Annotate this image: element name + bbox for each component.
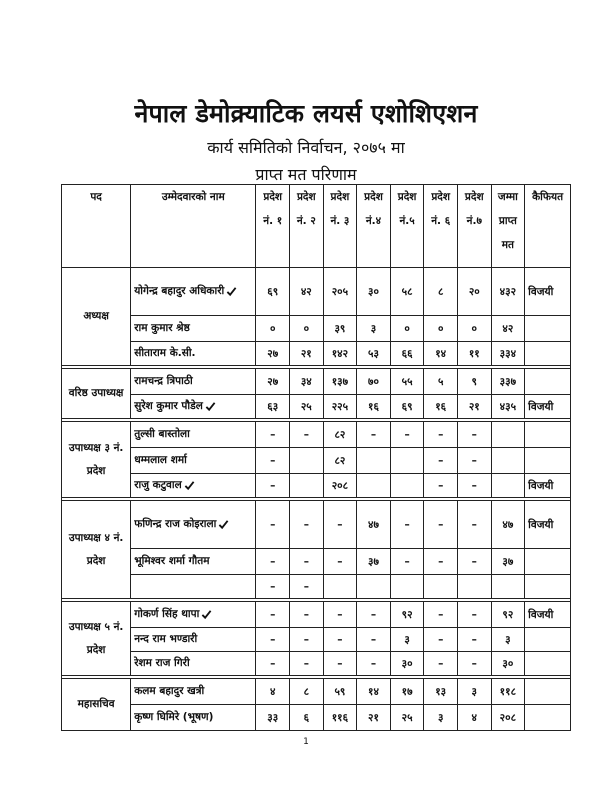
province-5-votes: २५ (390, 705, 424, 731)
page-number: 1 (303, 737, 309, 747)
table-row (62, 628, 571, 652)
province-2-votes: – (290, 501, 324, 549)
remark (525, 652, 571, 676)
check-mark-icon (201, 609, 212, 620)
remark (525, 369, 571, 395)
table-row (62, 549, 571, 575)
province-1-votes: – (256, 628, 290, 652)
total-votes: ९२ (491, 602, 525, 628)
province-4-votes: – (357, 652, 391, 676)
results-table (61, 184, 571, 731)
province-1-votes: – (256, 652, 290, 676)
province-3-votes: ११६ (323, 705, 357, 731)
remark (525, 628, 571, 652)
candidate-name: कृष्ण घिमिरे (भूषण) (134, 711, 214, 723)
province-7-votes: – (457, 501, 491, 549)
province-6-votes: – (424, 652, 458, 676)
header-total-votes: जम्मा प्राप्त मत (491, 185, 525, 268)
province-6-votes: ३ (424, 705, 458, 731)
header-province-7: प्रदेश नं.७ (457, 185, 491, 268)
province-1-votes: – (256, 448, 290, 474)
province-2-votes: २१ (290, 342, 324, 366)
province-6-votes: – (424, 474, 458, 498)
province-1-votes: – (256, 422, 290, 448)
province-5-votes: ६६ (390, 342, 424, 366)
post-cell: उपाध्यक्ष ५ नं. प्रदेश (62, 602, 131, 676)
document-subtitle-2: प्राप्त मत परिणाम (255, 165, 357, 184)
header-province-5: प्रदेश नं.५ (390, 185, 424, 268)
province-3-votes: – (323, 628, 357, 652)
table-row (62, 422, 571, 448)
province-7-votes: – (457, 549, 491, 575)
province-4-votes (357, 474, 391, 498)
candidate-name: रेशम राज गिरी (134, 657, 190, 669)
province-5-votes (390, 474, 424, 498)
province-2-votes: ८ (290, 679, 324, 705)
total-votes (491, 474, 525, 498)
province-5-votes: – (390, 549, 424, 575)
total-votes: ३३७ (491, 369, 525, 395)
province-7-votes: ० (457, 316, 491, 342)
province-2-votes: ४२ (290, 268, 324, 316)
candidate-name: गोकर्ण सिंह थापा (134, 608, 200, 620)
province-6-votes: १३ (424, 679, 458, 705)
province-6-votes: ८ (424, 268, 458, 316)
post-cell: उपाध्यक्ष ४ नं. प्रदेश (62, 501, 131, 599)
province-5-votes: ३ (390, 628, 424, 652)
province-4-votes: – (357, 422, 391, 448)
remark (525, 316, 571, 342)
province-7-votes: – (457, 448, 491, 474)
header-province-1: प्रदेश नं. १ (256, 185, 290, 268)
province-2-votes: – (290, 422, 324, 448)
province-7-votes: – (457, 422, 491, 448)
province-7-votes: २१ (457, 395, 491, 419)
candidate-name: राम कुमार श्रेष्ठ (134, 322, 190, 334)
province-2-votes: ६ (290, 705, 324, 731)
province-6-votes: १४ (424, 342, 458, 366)
province-6-votes: – (424, 602, 458, 628)
candidate-cell (131, 652, 256, 676)
province-6-votes: १६ (424, 395, 458, 419)
province-3-votes: २२५ (323, 395, 357, 419)
province-4-votes: १४ (357, 679, 391, 705)
candidate-name: योगेन्द्र बहादुर अधिकारी (134, 285, 225, 297)
total-votes: ४२ (491, 316, 525, 342)
candidate-cell (131, 705, 256, 731)
province-5-votes: ५८ (390, 268, 424, 316)
candidate-cell (131, 602, 256, 628)
header-province-6: प्रदेश नं. ६ (424, 185, 458, 268)
table-row (62, 705, 571, 731)
province-4-votes: – (357, 628, 391, 652)
candidate-name: सुरेश कुमार पौडेल (134, 400, 203, 412)
province-3-votes: १४२ (323, 342, 357, 366)
total-votes: ४३५ (491, 395, 525, 419)
header-province-4: प्रदेश नं.४ (357, 185, 391, 268)
candidate-cell (131, 679, 256, 705)
province-2-votes: – (290, 652, 324, 676)
remark: विजयी (525, 501, 571, 549)
province-7-votes (457, 575, 491, 599)
remark (525, 448, 571, 474)
post-cell: उपाध्यक्ष ३ नं. प्रदेश (62, 422, 131, 498)
province-1-votes: – (256, 474, 290, 498)
province-2-votes: ० (290, 316, 324, 342)
province-1-votes: ६९ (256, 268, 290, 316)
province-4-votes: ३ (357, 316, 391, 342)
header-remark: कैफियत (525, 185, 571, 268)
province-2-votes (290, 474, 324, 498)
province-1-votes: – (256, 549, 290, 575)
province-7-votes: – (457, 652, 491, 676)
table-row (62, 602, 571, 628)
table-row (62, 369, 571, 395)
province-2-votes: ३४ (290, 369, 324, 395)
province-4-votes: ३० (357, 268, 391, 316)
province-5-votes: १७ (390, 679, 424, 705)
table-row (62, 448, 571, 474)
candidate-name: भूमिश्वर शर्मा गौतम (134, 555, 210, 567)
province-5-votes: ९२ (390, 602, 424, 628)
candidate-name: तुल्सी बास्तोला (134, 428, 190, 440)
total-votes: ११८ (491, 679, 525, 705)
remark (525, 342, 571, 366)
province-3-votes: २०५ (323, 268, 357, 316)
province-3-votes: – (323, 652, 357, 676)
province-1-votes: २७ (256, 342, 290, 366)
province-7-votes: – (457, 602, 491, 628)
province-5-votes: – (390, 422, 424, 448)
post-cell: महासचिव (62, 679, 131, 731)
province-3-votes: ५९ (323, 679, 357, 705)
candidate-name: फणिन्द्र राज कोइराला (134, 518, 217, 530)
document-subtitle: कार्य समितिको निर्वाचन, २०७५ मा (207, 138, 405, 157)
total-votes: ४७ (491, 501, 525, 549)
remark (525, 422, 571, 448)
province-3-votes: – (323, 549, 357, 575)
remark (525, 549, 571, 575)
province-6-votes: – (424, 628, 458, 652)
total-votes: ३७ (491, 549, 525, 575)
post-cell: अध्यक्ष (62, 268, 131, 366)
table-row (62, 679, 571, 705)
province-7-votes: ९ (457, 369, 491, 395)
total-votes: ३ (491, 628, 525, 652)
province-6-votes: ५ (424, 369, 458, 395)
header-province-3: प्रदेश नं. ३ (323, 185, 357, 268)
remark: विजयी (525, 268, 571, 316)
candidate-name: कलम बहादुर खत्री (134, 685, 205, 697)
check-mark-icon (205, 401, 216, 412)
remark: विजयी (525, 474, 571, 498)
candidate-name: धम्मलाल शर्मा (134, 454, 187, 466)
candidate-name: रामचन्द्र त्रिपाठी (134, 375, 193, 387)
province-4-votes: २१ (357, 705, 391, 731)
province-1-votes: ६३ (256, 395, 290, 419)
province-3-votes: – (323, 501, 357, 549)
province-5-votes (390, 448, 424, 474)
table-row (62, 575, 571, 599)
candidate-name: सीताराम के.सी. (134, 347, 196, 359)
remark (525, 705, 571, 731)
province-4-votes: – (357, 602, 391, 628)
province-1-votes: – (256, 575, 290, 599)
candidate-cell (131, 575, 256, 599)
province-6-votes: – (424, 501, 458, 549)
candidate-name: राजु कटुवाल (134, 479, 182, 491)
province-4-votes (357, 448, 391, 474)
province-4-votes (357, 575, 391, 599)
province-6-votes (424, 575, 458, 599)
candidate-cell (131, 342, 256, 366)
table-row (62, 316, 571, 342)
province-4-votes: ३७ (357, 549, 391, 575)
province-7-votes: ४ (457, 705, 491, 731)
province-6-votes: ० (424, 316, 458, 342)
table-header-row (62, 185, 571, 268)
table-row (62, 501, 571, 549)
table-row (62, 474, 571, 498)
province-7-votes: ३ (457, 679, 491, 705)
province-5-votes: ५५ (390, 369, 424, 395)
province-5-votes: ० (390, 316, 424, 342)
remark (525, 575, 571, 599)
check-mark-icon (226, 286, 237, 297)
province-3-votes: १३७ (323, 369, 357, 395)
province-2-votes: – (290, 575, 324, 599)
province-1-votes: ४ (256, 679, 290, 705)
province-3-votes: – (323, 602, 357, 628)
province-3-votes: ८२ (323, 448, 357, 474)
province-4-votes: ४७ (357, 501, 391, 549)
candidate-cell (131, 369, 256, 395)
table-row (62, 395, 571, 419)
province-2-votes: – (290, 628, 324, 652)
check-mark-icon (184, 480, 195, 491)
province-1-votes: २७ (256, 369, 290, 395)
check-mark-icon (218, 519, 229, 530)
remark: विजयी (525, 602, 571, 628)
province-3-votes: ८२ (323, 422, 357, 448)
candidate-name: नन्द राम भण्डारी (134, 633, 198, 645)
province-1-votes: ३३ (256, 705, 290, 731)
province-1-votes: – (256, 602, 290, 628)
candidate-cell (131, 422, 256, 448)
document-title: नेपाल डेमोक्र्याटिक लयर्स एशोशिएशन (134, 99, 478, 128)
total-votes (491, 422, 525, 448)
candidate-cell (131, 448, 256, 474)
province-4-votes: ७० (357, 369, 391, 395)
province-7-votes: ११ (457, 342, 491, 366)
province-2-votes: २५ (290, 395, 324, 419)
province-4-votes: १६ (357, 395, 391, 419)
province-5-votes (390, 575, 424, 599)
province-7-votes: – (457, 474, 491, 498)
candidate-cell (131, 474, 256, 498)
header-candidate-name: उम्मेदवारको नाम (131, 185, 256, 268)
total-votes (491, 575, 525, 599)
table-row (62, 268, 571, 316)
province-1-votes: – (256, 501, 290, 549)
province-2-votes (290, 448, 324, 474)
province-4-votes: ५३ (357, 342, 391, 366)
province-2-votes: – (290, 602, 324, 628)
candidate-cell (131, 268, 256, 316)
province-5-votes: ३० (390, 652, 424, 676)
remark (525, 679, 571, 705)
total-votes: २०८ (491, 705, 525, 731)
province-6-votes: – (424, 549, 458, 575)
total-votes: ३० (491, 652, 525, 676)
total-votes: ३३४ (491, 342, 525, 366)
province-5-votes: ६९ (390, 395, 424, 419)
table-row (62, 342, 571, 366)
province-1-votes: ० (256, 316, 290, 342)
candidate-cell (131, 549, 256, 575)
candidate-cell (131, 501, 256, 549)
candidate-cell (131, 628, 256, 652)
province-3-votes: २०८ (323, 474, 357, 498)
province-2-votes: – (290, 549, 324, 575)
province-6-votes: – (424, 422, 458, 448)
table-row (62, 652, 571, 676)
province-3-votes: ३९ (323, 316, 357, 342)
province-6-votes: – (424, 448, 458, 474)
candidate-cell (131, 395, 256, 419)
province-7-votes: – (457, 628, 491, 652)
province-3-votes (323, 575, 357, 599)
total-votes (491, 448, 525, 474)
total-votes: ४३२ (491, 268, 525, 316)
header-province-2: प्रदेश नं. २ (290, 185, 324, 268)
post-cell: वरिष्ठ उपाध्यक्ष (62, 369, 131, 419)
province-7-votes: २० (457, 268, 491, 316)
remark: विजयी (525, 395, 571, 419)
province-5-votes: – (390, 501, 424, 549)
candidate-cell (131, 316, 256, 342)
header-post: पद (62, 185, 131, 268)
